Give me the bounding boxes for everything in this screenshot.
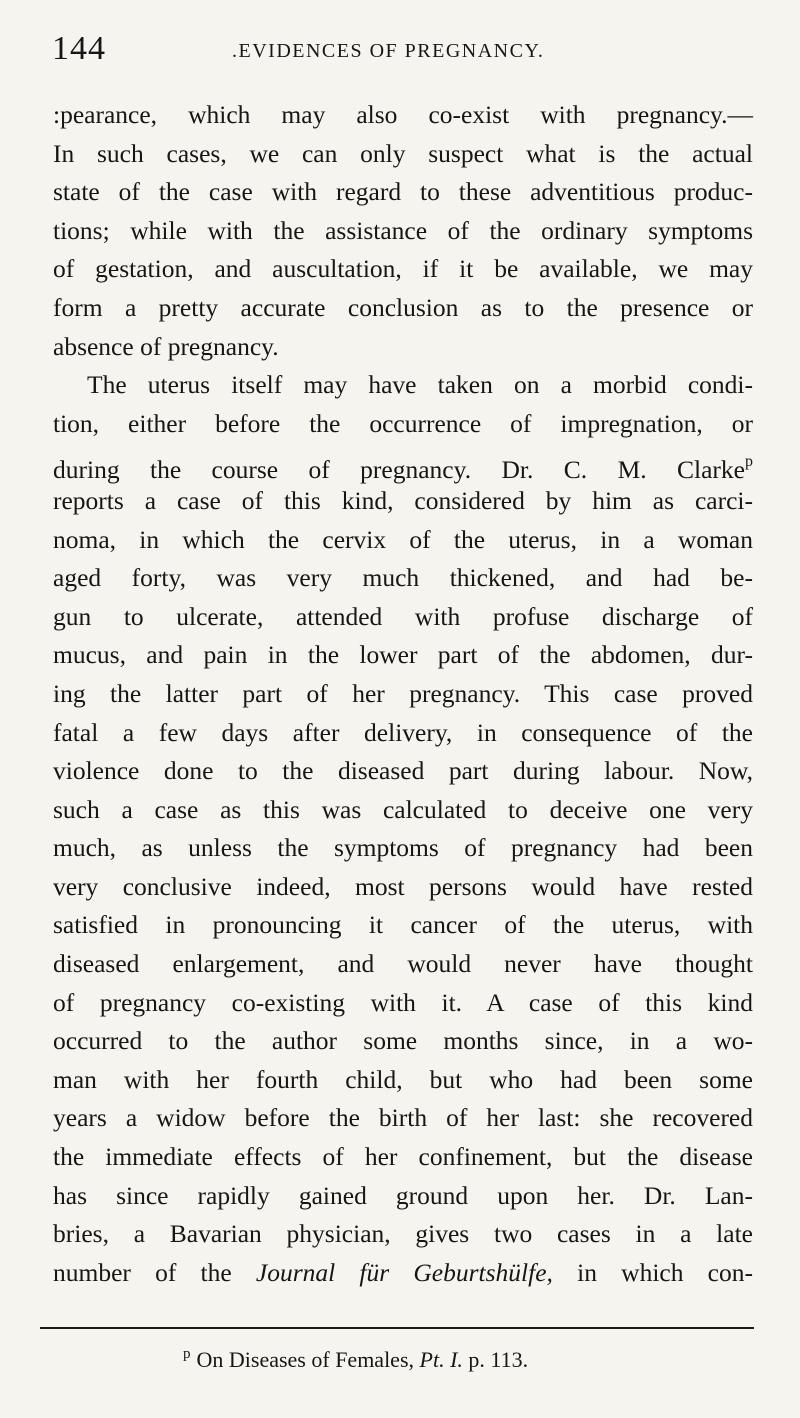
text-line: violence done to the diseased part during labour. Now, xyxy=(53,756,753,786)
text-line-with-footnote-mark xyxy=(53,443,753,485)
footnote-text: On Diseases of Females, xyxy=(196,1347,420,1372)
text-line: the immediate effects of her confinement, but the disease xyxy=(53,1142,753,1172)
text-line: very conclusive indeed, most persons would have rested xyxy=(53,871,753,901)
text-line: years a widow before the birth of her last: she recovered xyxy=(53,1103,753,1133)
journal-title: Journal für Geburtshülfe, xyxy=(255,1257,553,1287)
text-line: diseased enlargement, and would never have thought xyxy=(53,949,753,979)
text-line: occurred to the author some months since, in a wo- xyxy=(53,1026,753,1056)
body-text xyxy=(53,96,753,1292)
text-line: reports a case of this kind, considered by him as carci- xyxy=(53,485,753,515)
text-line: gun to ulcerate, attended with profuse discharge of xyxy=(53,601,753,631)
footnote-text: p. 113. xyxy=(462,1347,529,1372)
text-line: fatal a few days after delivery, in consequence of the xyxy=(53,717,753,747)
text-line: tions; while with the assistance of the ordinary symptoms xyxy=(53,215,753,245)
text-fragment: during the course of pregnancy. Dr. C. M. Clarke xyxy=(53,455,745,485)
text-fragment: in which con- xyxy=(552,1257,753,1287)
footnote-mark: p xyxy=(183,1346,191,1362)
text-line: satisfied in pronouncing it cancer of the uterus, with xyxy=(53,910,753,940)
text-line xyxy=(53,1254,753,1293)
text-line: state of the case with regard to these adventitious produc- xyxy=(53,177,753,207)
footnote-reference: p xyxy=(745,453,753,471)
text-line: of pregnancy co-existing with it. A case of this kind xyxy=(53,987,753,1017)
running-title: .EVIDENCES OF PREGNANCY. xyxy=(232,40,545,62)
text-line: aged forty, was very much thickened, and had be- xyxy=(53,563,753,593)
footnote-rule xyxy=(40,1327,754,1329)
text-line: :pearance, which may also co-exist with pregnancy.— xyxy=(53,100,753,129)
text-line: ing the latter part of her pregnancy. This case proved xyxy=(53,678,753,708)
text-line: bries, a Bavarian physician, gives two cases in a late xyxy=(53,1219,753,1249)
text-line: much, as unless the symptoms of pregnancy had been xyxy=(53,833,753,863)
footnote xyxy=(183,1346,528,1373)
page-number: 144 xyxy=(52,30,106,67)
text-line: absence of pregnancy. xyxy=(53,331,279,361)
footnote-italic: Pt. I. xyxy=(419,1347,463,1372)
text-line: such a case as this was calculated to deceive one very xyxy=(53,794,753,824)
text-line: In such cases, we can only suspect what is the actual xyxy=(53,138,753,168)
text-line: man with her fourth child, but who had been some xyxy=(53,1064,753,1094)
text-line: of gestation, and auscultation, if it be available, we may xyxy=(53,254,753,284)
text-line: The uterus itself may have taken on a morbid condi- xyxy=(87,370,753,400)
text-line: mucus, and pain in the lower part of the abdomen, dur- xyxy=(53,640,753,670)
text-line: has since rapidly gained ground upon her. Dr. Lan- xyxy=(53,1180,753,1210)
text-line: noma, in which the cervix of the uterus, in a woman xyxy=(53,524,753,554)
text-fragment: number of the xyxy=(53,1257,256,1287)
text-line: form a pretty accurate conclusion as to the presence or xyxy=(53,292,753,322)
text-line: tion, either before the occurrence of impregnation, or xyxy=(53,408,753,438)
